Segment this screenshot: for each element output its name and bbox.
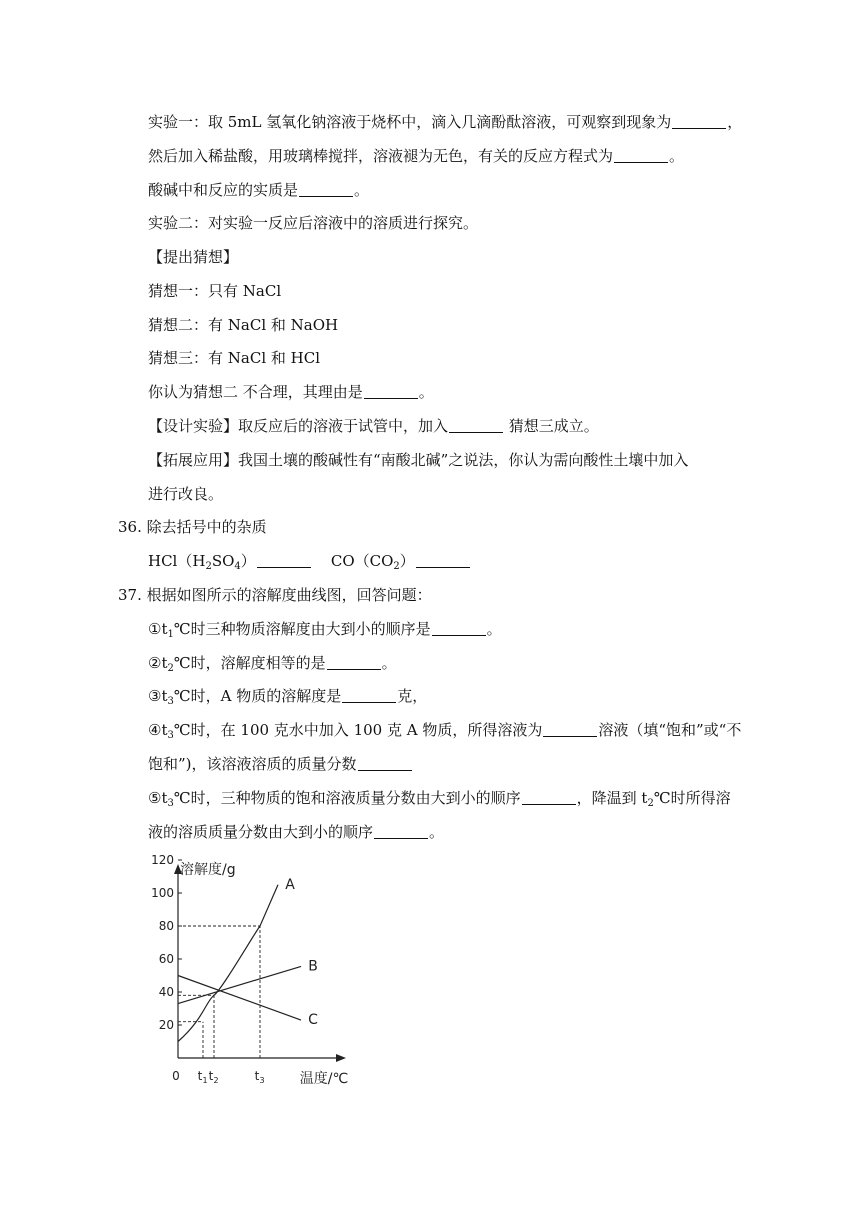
punct: 。 (354, 181, 370, 199)
answer-blank[interactable] (672, 114, 726, 129)
answer-blank[interactable] (342, 688, 396, 703)
q37-s4-text: ④t (148, 721, 168, 739)
exp1-line-b (148, 146, 684, 166)
subscript: 2 (167, 663, 174, 674)
guess3-line (148, 348, 320, 368)
y-tick-label: 40 (158, 985, 174, 999)
answer-blank[interactable] (543, 722, 597, 737)
guess2-text: 猜想二：有 NaCl 和 NaOH (148, 316, 339, 334)
answer-blank[interactable] (358, 756, 412, 771)
q36-item1-text: HCl（H (148, 552, 206, 570)
subscript: 4 (234, 561, 241, 572)
answer-blank[interactable] (299, 182, 353, 197)
q37-title: 根据如图所示的溶解度曲线图，回答问题： (146, 586, 432, 604)
essence-line (148, 180, 369, 200)
exp1-text-a: 实验一：取 5mL 氢氧化钠溶液于烧杯中，滴入几滴酚酞溶液，可观察到现象为 (148, 113, 672, 131)
q36-items-line (148, 551, 471, 577)
punct: 。 (429, 823, 445, 841)
q37-s5-text: ⑤t (148, 789, 168, 807)
question-number: 37. (118, 586, 142, 604)
x-axis-arrow-icon (336, 1054, 346, 1062)
punct: 。 (418, 383, 434, 401)
y-axis-title: 溶解度/g (180, 862, 236, 878)
q36-title: 除去括号中的杂质 (146, 518, 267, 536)
q37-s5-text: ℃时所得溶 (653, 789, 731, 807)
guess2-line (148, 315, 338, 335)
exp2-text: 实验二：对实验一反应后溶液中的溶质进行探究。 (148, 214, 479, 232)
question-number: 36. (118, 518, 142, 536)
y-tick-label: 20 (158, 1018, 174, 1032)
punct: 克， (397, 687, 428, 705)
q36-item2-text: ） (399, 552, 415, 570)
design-text-a: 【设计实验】取反应后的溶液于试管中，加入 (148, 417, 449, 435)
design-text-b: 猜想三成立。 (504, 417, 599, 435)
q37-s4-b (148, 754, 413, 774)
guess3-text: 猜想三：有 NaCl 和 HCl (148, 349, 321, 367)
line-c-label: C (308, 1012, 318, 1029)
q37-s1 (148, 619, 502, 645)
extend-line-b (148, 484, 223, 504)
punct: 。 (486, 620, 502, 638)
design-line (148, 416, 599, 436)
q36-item1-text: SO (211, 552, 235, 570)
line-b-label: B (308, 958, 318, 975)
answer-blank[interactable] (432, 621, 486, 636)
q37-s2-text: ℃时，溶解度相等的是 (173, 654, 326, 672)
x-tick-subscript: 1 (202, 1076, 208, 1085)
subscript: 3 (167, 730, 174, 741)
answer-blank[interactable] (449, 418, 503, 433)
reason-line (148, 382, 434, 402)
q37-s4-text: ℃时，在 100 克水中加入 100 克 A 物质，所得溶液为 (173, 721, 543, 739)
subscript: 2 (393, 561, 400, 572)
q37-s4-a (148, 720, 741, 746)
q37-title-line (118, 585, 432, 605)
guess1-text: 猜想一：只有 NaCl (148, 282, 282, 300)
y-tick-label: 120 (151, 853, 174, 867)
exp2-line (148, 213, 478, 233)
answer-blank[interactable] (327, 655, 381, 670)
q37-s5-text: ，降温到 t (576, 789, 648, 807)
q36-item2-text: CO（CO (330, 552, 394, 570)
hypothesis-header (148, 247, 238, 267)
essence-text: 酸碱中和反应的实质是 (148, 181, 299, 199)
q37-s5-text: ℃时，三种物质的饱和溶液质量分数由大到小的顺序 (173, 789, 521, 807)
reason-text: 你认为猜想二 不合理，其理由是 (148, 383, 363, 401)
q36-title-line (118, 517, 267, 537)
q36-item1-text: ） (240, 552, 256, 570)
x-tick-label: t (254, 1069, 260, 1083)
curve-a-label: A (285, 876, 295, 893)
subscript: 1 (167, 629, 174, 640)
answer-blank[interactable] (364, 384, 418, 399)
hypothesis-header-text: 【提出猜想】 (148, 248, 239, 266)
x-tick-label: t (197, 1069, 203, 1083)
exp1-line-a (148, 112, 742, 132)
answer-blank[interactable] (374, 824, 428, 839)
subscript: 2 (647, 798, 654, 809)
curve-a (178, 885, 278, 1042)
q37-s5-a (148, 788, 731, 814)
origin-label: 0 (172, 1069, 180, 1083)
x-axis-title: 温度/℃ (299, 1071, 349, 1087)
y-tick-label: 80 (158, 919, 174, 933)
guess1-line (148, 281, 281, 301)
x-tick-subscript: 3 (259, 1076, 265, 1085)
extend-text-b: 进行改良。 (148, 485, 224, 503)
q37-s1-text: ①t (148, 620, 168, 638)
answer-blank[interactable] (522, 790, 576, 805)
y-tick-label: 100 (151, 886, 174, 900)
subscript: 3 (167, 798, 174, 809)
extend-text-a: 【拓展应用】我国土壤的酸碱性有“南酸北碱”之说法，你认为需向酸性土壤中加入 (148, 451, 689, 469)
solubility-chart (140, 850, 370, 1090)
q37-s1-text: ℃时三种物质溶解度由大到小的顺序是 (173, 620, 431, 638)
answer-blank[interactable] (614, 148, 668, 163)
q37-s2 (148, 653, 397, 679)
q37-s2-text: ②t (148, 654, 168, 672)
punct: 。 (669, 147, 685, 165)
q37-s4-text: 饱和”)，该溶液溶质的质量分数 (148, 755, 357, 773)
subscript: 3 (167, 696, 174, 707)
punct: 。 (381, 654, 397, 672)
subscript: 2 (205, 561, 212, 572)
x-tick-label: t (208, 1069, 214, 1083)
exp1-text-b: 然后加入稀盐酸，用玻璃棒搅拌，溶液褪为无色，有关的反应方程式为 (148, 147, 614, 165)
q37-s4-text: 溶液（填“饱和”或“不 (598, 721, 742, 739)
q37-s3-text: ℃时，A 物质的溶解度是 (173, 687, 342, 705)
y-tick-label: 60 (158, 952, 174, 966)
punct: ， (727, 113, 743, 131)
answer-blank[interactable] (257, 553, 311, 568)
q37-s5-b (148, 822, 444, 842)
x-tick-subscript: 2 (213, 1076, 219, 1085)
q37-s3 (148, 686, 427, 712)
extend-line-a (148, 450, 688, 470)
q37-s5-text: 液的溶质质量分数由大到小的顺序 (148, 823, 374, 841)
answer-blank[interactable] (416, 553, 470, 568)
q37-s3-text: ③t (148, 687, 168, 705)
